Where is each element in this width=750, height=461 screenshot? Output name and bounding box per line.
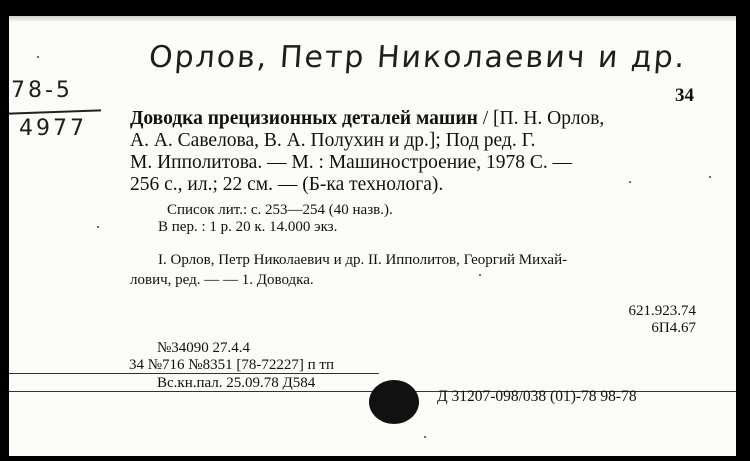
description-line-1 <box>130 108 702 130</box>
shelfmark-divider <box>9 109 101 114</box>
identifier-line-3: Вс.кн.пал. 25.09.78 Д584 <box>157 375 316 391</box>
speck <box>709 176 711 178</box>
book-title: Доводка прецизионных деталей машин <box>130 108 478 129</box>
description-line-4: 256 с., ил.; 22 см. — (Б-ка технолога). <box>130 174 444 195</box>
publisher-code: Д 31207-098/038 (01)-78 98-78 <box>437 388 637 405</box>
shelfmark-bottom: 4977 <box>19 116 87 141</box>
udc-number: 621.923.74 <box>628 303 696 319</box>
speck <box>479 274 481 276</box>
bibliography-note: Список лит.: с. 253—254 (40 назв.). <box>167 202 393 218</box>
speck <box>629 181 631 183</box>
price-note: В пер. : 1 р. 20 к. 14.000 экз. <box>158 219 338 235</box>
catalog-card <box>9 16 736 456</box>
handwritten-author: Орлов, Петр Николаевич и др. <box>147 40 688 75</box>
description-line-3: М. Ипполитова. — М. : Машиностроение, 1978 С. — <box>130 152 573 173</box>
identifier-line-2: 34 №716 №8351 [78-72227] п тп <box>129 357 334 373</box>
identifier-line-1: №34090 27.4.4 <box>157 340 251 356</box>
bbk-number: 6П4.67 <box>651 320 696 336</box>
authors-start: / [П. Н. Орлов, <box>477 108 605 129</box>
rule-upper <box>9 373 379 374</box>
speck <box>424 436 426 438</box>
card-number: 34 <box>675 85 694 106</box>
speck <box>97 226 99 228</box>
tracings-line-2: лович, ред. — — 1. Доводка. <box>130 272 314 288</box>
description-line-2: А. А. Савелова, В. А. Полухин и др.]; Под ред. Г. <box>130 130 536 151</box>
speck <box>37 56 39 58</box>
ink-blot <box>369 380 419 424</box>
tracings-line-1: I. Орлов, Петр Николаевич и др. II. Ипполитов, Георгий Михай- <box>158 252 568 268</box>
shelfmark-top: 78-5 <box>11 78 73 103</box>
